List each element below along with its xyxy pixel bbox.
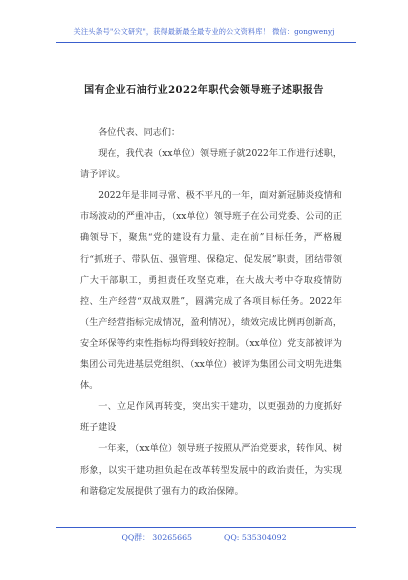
document-title: 国有企业石油行业2022年职代会领导班子述职报告: [84, 85, 324, 96]
paragraph-intro: 现在，我代表（xx单位）领导班子就2022年工作进行述职，请予评议。: [80, 149, 342, 181]
header-promo-note: 关注头条号"公文研究"，获得最新最全最专业的公文资料库！ 微信：gongwenyj: [73, 27, 335, 36]
footer-qq-number: QQ: 535304092: [224, 533, 287, 542]
header-divider: [56, 42, 356, 43]
paragraph-section-1: 一年来，（xx单位）领导班子按照从严治党要求，转作风、树形象，以实干建功担负起在改革转型发展中的政治责任，为实现和谐稳定发展提供了强有力的政治保障。: [80, 444, 342, 497]
document-body: [80, 123, 342, 503]
section-heading-1: 一、立足作风再转变，突出实干建功，以更强劲的力度抓好班子建设: [80, 402, 342, 434]
salutation: 各位代表、同志们：: [98, 128, 181, 138]
footer-divider: [56, 527, 356, 528]
paragraph-overview: 2022年是非同寻常、极不平凡的一年，面对新冠肺炎疫情和市场波动的严重冲击，（xx单位）领导班子在公司党委、公司的正确领导下，聚焦“党的建设有力量、走在前”目标任务，严格履行“抓班子、带队伍、强管理、保稳定、促发展”职责，团结带领广大干部职工，勇担责任攻坚克难，在大战大考中夺取疫情防控、生产经营“双战双胜”，圆满完成了各项目标任务。2022年（生产经营指标完成情况，盈利情况），绩效完成比例再创新高，安全环保等约束性指标均得到较好控制。（xx单位）党支部被评为集团公司先进基层党组织、（xx单位）被评为集团公司文明先进集体。: [80, 191, 342, 392]
footer-contact: [0, 532, 408, 543]
footer-qq-group: QQ群： 30265665: [121, 533, 192, 542]
